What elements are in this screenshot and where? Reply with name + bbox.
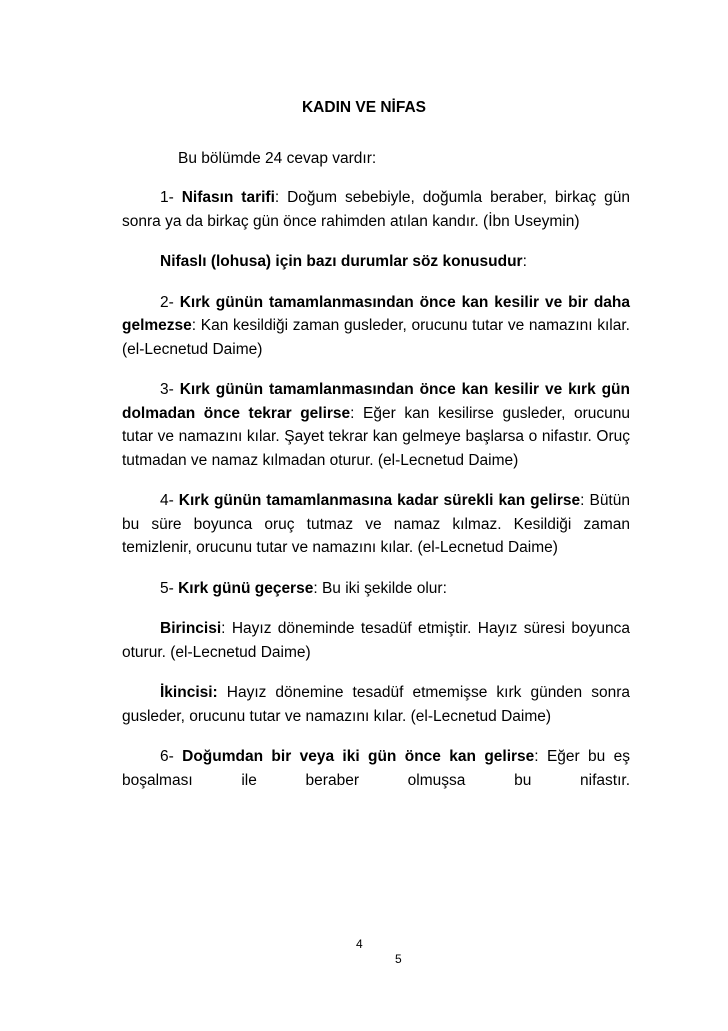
first-case-text: : Hayız döneminde tesadüf etmiştir. Hayız süresi boyunca oturur. (el-Lecnetud Daime) (122, 620, 630, 661)
document-body (122, 186, 630, 792)
paragraph-6-heading: Doğumdan bir veya iki gün önce kan gelirse (182, 748, 535, 765)
paragraph-5 (122, 577, 630, 601)
paragraph-2-number: 2- (160, 293, 180, 311)
paragraph-4-number: 4- (160, 492, 179, 509)
intro-text: Bu bölümde 24 cevap vardır: (178, 150, 377, 167)
paragraph-3-text: : Eğer kan kesilirse gusleder, orucunu tutar ve namazını kılar. Şayet tekrar kan gelmeye başlarsa o nifastır. Oruç tutmadan ve namaz kılmadan oturur. (el-Lecnetud Daime) (122, 404, 630, 469)
paragraph-5-heading: Kırk günü geçerse (178, 579, 314, 597)
page-number-inner: 4 (356, 937, 363, 951)
paragraph-5-text: : Bu iki şekilde olur: (313, 579, 447, 597)
paragraph-2 (122, 291, 630, 362)
paragraph-1 (122, 186, 630, 233)
page-number-outer: 5 (395, 952, 402, 966)
paragraph-1-text: : Doğum sebebiyle, doğumla beraber, birkaç gün sonra ya da birkaç gün önce rahimden atılan kandır. (İbn Useymin) (122, 189, 630, 230)
paragraph-second-case (122, 681, 630, 728)
subheading-text: Nifaslı (lohusa) için bazı durumlar söz konusudur (160, 253, 523, 270)
paragraph-1-number: 1- (160, 189, 182, 206)
paragraph-4 (122, 489, 630, 560)
paragraph-subheading (122, 250, 630, 274)
paragraph-first-case (122, 617, 630, 664)
paragraph-3 (122, 378, 630, 472)
paragraph-6 (122, 745, 630, 792)
paragraph-6-text: : Eğer bu eş boşalması ile beraber olmuşsa bu nifastır. (122, 748, 630, 789)
page-title: KADIN VE NİFAS (301, 99, 426, 116)
paragraph-3-number: 3- (160, 381, 180, 398)
second-case-heading: İkincisi: (160, 684, 218, 701)
paragraph-2-heading: Kırk günün tamamlanmasından önce kan kesilir ve bir daha gelmezse (122, 293, 630, 334)
paragraph-4-text: : Bütün bu süre boyunca oruç tutmaz ve namaz kılmaz. Kesildiği zaman temizlenir, orucunu tutar ve namazını kılar. (el-Lecnetud Daime) (122, 492, 630, 556)
paragraph-3-heading: Kırk günün tamamlanmasından önce kan kesilir ve kırk gün dolmadan önce tekrar gelirse (122, 381, 630, 422)
second-case-text: Hayız dönemine tesadüf etmemişse kırk günden sonra gusleder, orucunu tutar ve namazını kılar. (el-Lecnetud Daime) (122, 684, 630, 725)
subheading-colon: : (522, 253, 527, 270)
paragraph-2-text: : Kan kesildiği zaman gusleder, orucunu tutar ve namazını kılar. (el-Lecnetud Daime) (122, 317, 630, 358)
paragraph-6-number: 6- (160, 748, 183, 765)
first-case-heading: Birincisi (160, 620, 222, 637)
paragraph-4-heading: Kırk günün tamamlanmasına kadar sürekli kan gelirse (178, 492, 581, 509)
paragraph-1-heading: Nifasın tarifi (181, 189, 275, 206)
paragraph-5-number: 5- (160, 579, 179, 597)
